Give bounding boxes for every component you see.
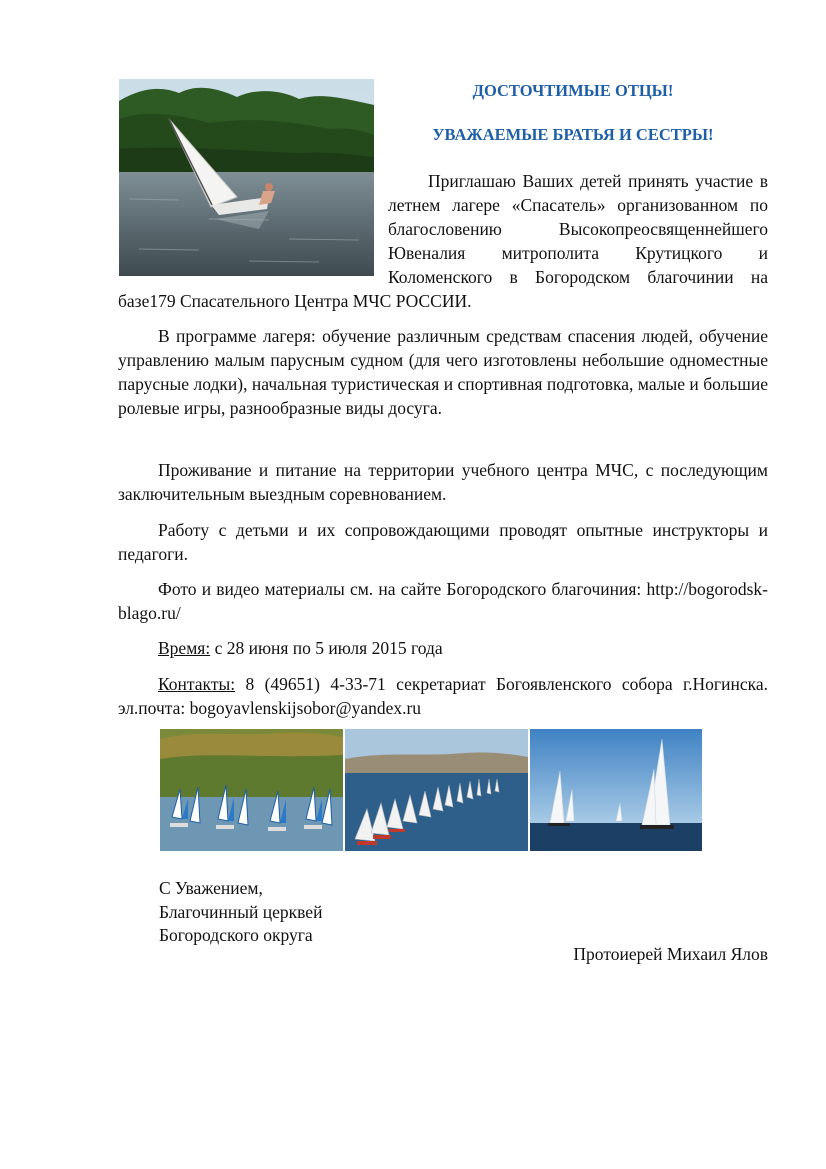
living-paragraph: Проживание и питание на территории учебного центра МЧС, с последующим заключительным выездным соревнованием. (118, 460, 768, 504)
signature-block (159, 876, 559, 947)
gallery-photo-regatta-hills (160, 729, 343, 851)
photo-gallery (160, 729, 702, 851)
intro-text: Приглашаю Ваших детей принять участие в летнем лагере «Спасатель» организованном по благословению Высокопреосвященнейшего Ювеналия митрополита Крутицкого и Коломенского в Богородском благочинии на базе179 Спасательного Центра МЧС РОССИИ. (118, 171, 768, 311)
time-paragraph (118, 636, 768, 660)
signature-title: Благочинный церквей (159, 901, 323, 922)
staff-paragraph: Работу с детьми и их сопровождающими проводят опытные инструкторы и педагоги. (118, 520, 768, 564)
gallery-photo-optimist-fleet (345, 729, 528, 851)
heading-greeting-fathers: ДОСТОЧТИМЫЕ ОТЦЫ! (472, 81, 674, 100)
contacts-label: Контакты: (158, 674, 236, 694)
media-paragraph: Фото и видео материалы см. на сайте Богородского благочиния: http://bogorodsk-blago.ru/ (118, 579, 768, 623)
program-paragraph: В программе лагеря: обучение различным средствам спасения людей, обучение управлению малым парусным судном (для чего изготовлены небольшие одноместные парусные лодки), начальная туристическая и спортивная подготовка, малые и большие ролевые игры, разнообразные виды досуга. (118, 326, 768, 418)
contacts-value: 8 (49651) 4-33-71 секретариат Богоявленского собора г.Ногинска. эл.почта: bogoyavlenskijsobor@yandex.ru (118, 674, 768, 718)
signature-regards: С Уважением, (159, 878, 263, 898)
heading-greeting-brothers-sisters: УВАЖАЕМЫЕ БРАТЬЯ И СЕСТРЫ! (432, 125, 714, 144)
photo-wrap-spacer (118, 169, 388, 279)
intro-paragraph (118, 169, 768, 313)
time-label: Время: (158, 638, 211, 658)
gallery-photo-yachts (530, 729, 702, 851)
contacts-paragraph (118, 672, 768, 720)
time-value: с 28 июня по 5 июля 2015 года (210, 638, 443, 658)
signature-district: Богородского округа (159, 925, 313, 945)
signature-priest-name: Протоиерей Михаил Ялов (573, 944, 768, 964)
